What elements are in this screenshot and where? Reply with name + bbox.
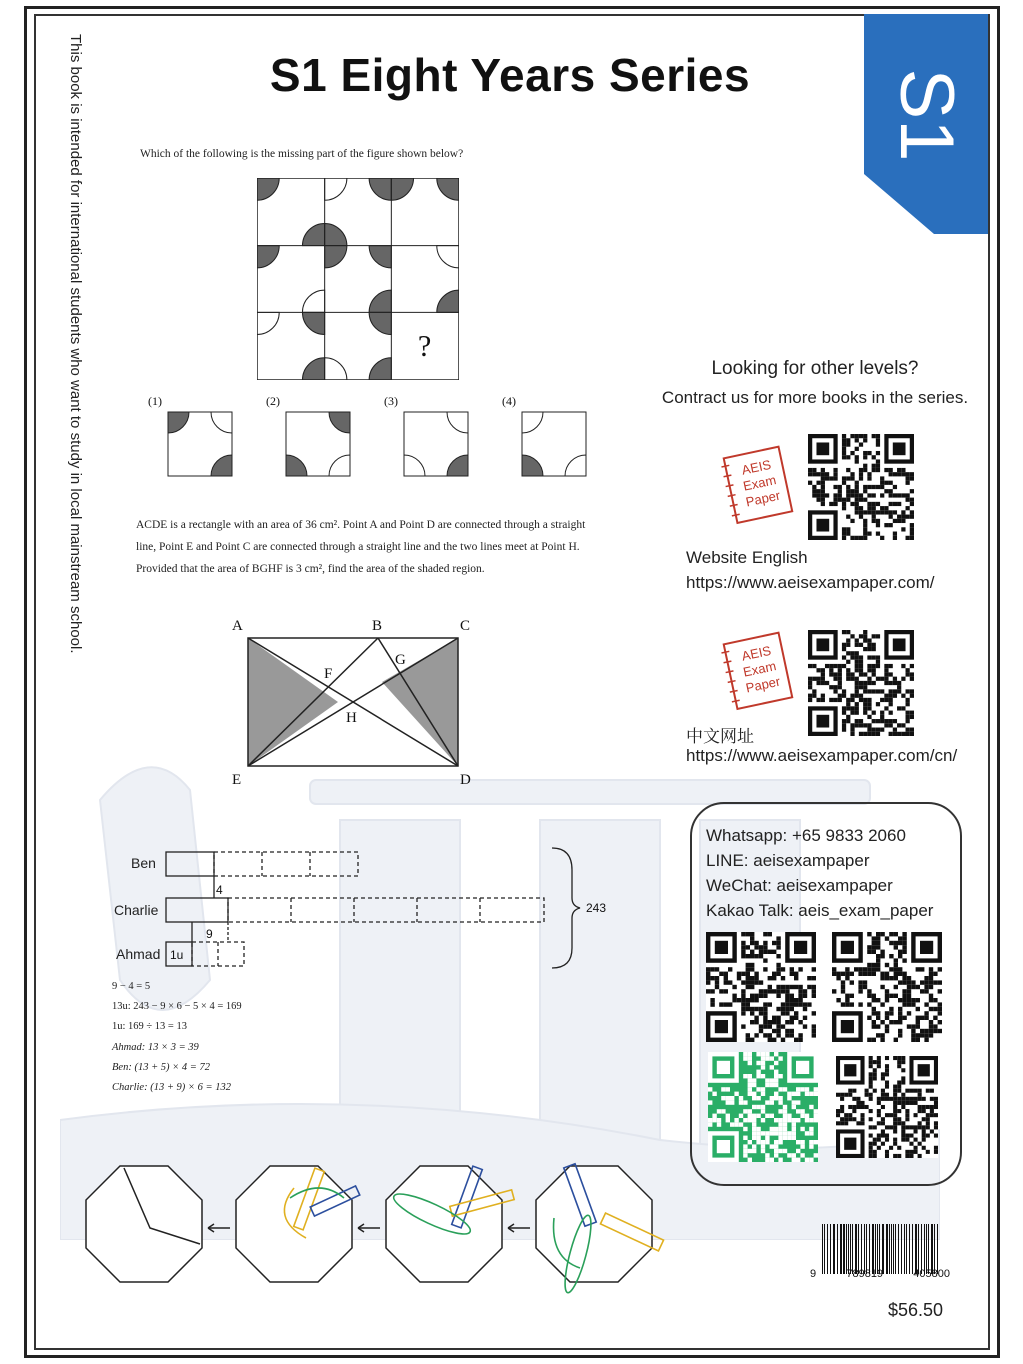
solution-line: 9 − 4 = 5 <box>112 981 151 992</box>
aeis-logo <box>720 444 794 526</box>
point-b-label: B <box>372 618 383 634</box>
contact-whatsapp: Whatsapp: +65 9833 2060 <box>706 826 906 845</box>
contact-line: LINE: aeisexampaper <box>706 851 870 870</box>
contact-wechat: WeChat: aeisexampaper <box>706 876 893 895</box>
qr-code-wechat[interactable] <box>708 1052 818 1162</box>
solution-line: 1u: 169 ÷ 13 = 13 <box>112 1021 187 1032</box>
svg-text:AEIS: AEIS <box>740 456 773 478</box>
point-a-label: A <box>232 618 243 634</box>
page-title: S1 Eight Years Series <box>269 49 751 101</box>
model-name-ben: Ben <box>131 855 156 871</box>
solution-line: 13u: 243 − 9 × 6 − 5 × 4 = 169 <box>112 1001 242 1012</box>
point-d-label: D <box>460 772 471 788</box>
point-g-label: G <box>395 652 406 668</box>
question1-text: Which of the following is the missing part of the figure shown below? <box>140 148 464 160</box>
point-e-label: E <box>232 772 242 788</box>
option3-tile <box>403 411 469 477</box>
option4-label: (4) <box>502 394 516 408</box>
model-diagram <box>160 840 620 970</box>
solution-line: Ahmad: 13 × 3 = 39 <box>112 1042 199 1053</box>
model-diff2: 9 <box>206 927 213 941</box>
solution-line: Charlie: (13 + 9) × 6 = 132 <box>112 1082 231 1093</box>
option3-label: (3) <box>384 394 398 408</box>
svg-text:AEIS: AEIS <box>740 642 773 664</box>
side-note: This book is intended for international students who want to study in local mainstream school. <box>67 34 84 654</box>
qr-code-line[interactable] <box>832 932 942 1042</box>
site1-label: Website English <box>686 548 808 567</box>
octagon-sequence <box>80 1158 670 1298</box>
model-diff1: 4 <box>216 883 223 897</box>
qr-code-kakao[interactable] <box>836 1056 938 1158</box>
svg-text:Exam: Exam <box>741 658 778 680</box>
contact-kakao: Kakao Talk: aeis_exam_paper <box>706 901 934 920</box>
qr-code-chinese[interactable] <box>808 630 914 736</box>
promo-subheading: Contract us for more books in the series. <box>661 388 969 407</box>
site2-label: 中文网址 <box>686 727 754 746</box>
price: $56.50 <box>888 1300 944 1320</box>
site1-url[interactable]: https://www.aeisexampaper.com/ <box>686 573 935 592</box>
rectangle-diagram <box>228 612 480 788</box>
qr-code-whatsapp[interactable] <box>706 932 816 1042</box>
barcode-digits: 9 789819 405800 <box>810 1268 950 1280</box>
svg-text:Paper: Paper <box>744 673 782 696</box>
promo-heading: Looking for other levels? <box>711 358 919 379</box>
point-c-label: C <box>460 618 471 634</box>
pattern-grid <box>257 178 459 380</box>
model-name-charlie: Charlie <box>114 902 159 918</box>
question2-text: ACDE is a rectangle with an area of 36 cm². Point A and Point D are connected through a straight line, Point E and Point C are connected through a straight line and the two lines meet at Point H. Provided that the area of BGHF is 3 cm², find the area of the shaded region. <box>136 519 586 575</box>
model-total: 243 <box>586 901 607 915</box>
option1-tile <box>167 411 233 477</box>
point-h-label: H <box>346 710 357 726</box>
site2-url[interactable]: https://www.aeisexampaper.com/cn/ <box>686 746 958 765</box>
option1-label: (1) <box>148 394 162 408</box>
corner-badge: S1 <box>884 68 969 162</box>
svg-text:Paper: Paper <box>744 487 782 510</box>
option2-tile <box>285 411 351 477</box>
point-f-label: F <box>324 666 333 682</box>
model-unit: 1u <box>170 948 184 962</box>
qr-code-english[interactable] <box>808 434 914 540</box>
missing-mark: ? <box>417 328 432 363</box>
model-name-ahmad: Ahmad <box>116 946 161 962</box>
aeis-logo <box>720 630 794 712</box>
solution-line: Ben: (13 + 5) × 4 = 72 <box>112 1062 210 1073</box>
svg-text:Exam: Exam <box>741 472 778 494</box>
option4-tile <box>521 411 587 477</box>
option2-label: (2) <box>266 394 280 408</box>
